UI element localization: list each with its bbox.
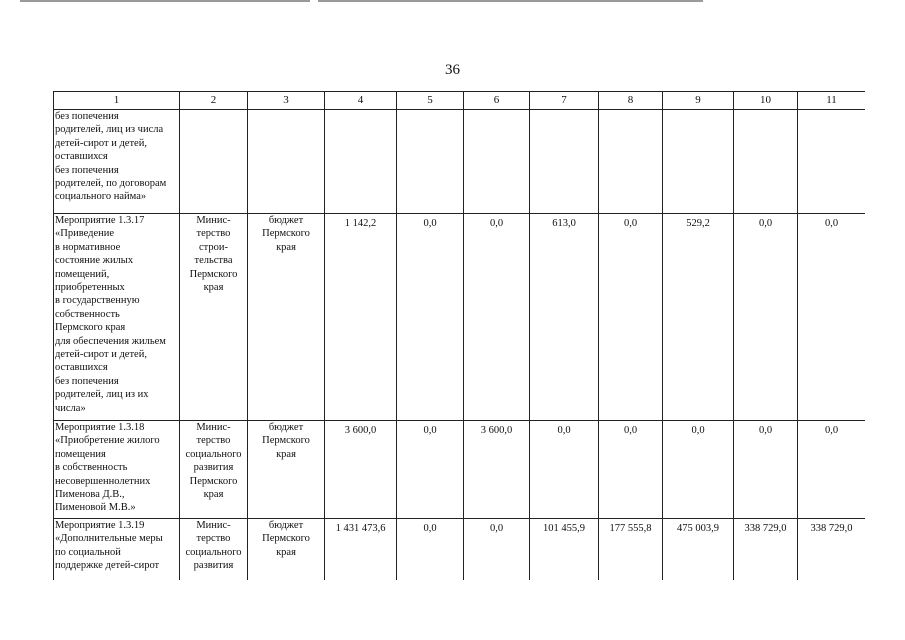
amount-cell [325,110,397,214]
cell-text-line: «Приведение [55,228,115,240]
cell-text-line: Мероприятие 1.3.19 [55,520,145,531]
cell-text-line: края [203,489,224,501]
executor-cell [180,519,248,581]
cell-text-line: несовершеннолетних [55,475,151,487]
cell-text-line: строи- [199,241,228,253]
cell-text-line: бюджет [268,520,304,531]
cell-text-line: края [276,448,296,460]
amount-cell: 338 729,0 [798,519,866,581]
cell-text-line: Пермского [262,435,310,447]
funding-source-cell [248,214,325,421]
cell-text-line: Пермского [262,533,310,545]
cell-text-line: края [203,282,224,294]
amount-cell [397,110,464,214]
cell-text-line: Пермского [189,268,238,280]
activity-name-cell [54,110,180,214]
cell-text-line: по социальной [55,546,121,558]
amount-cell: 613,0 [530,214,599,421]
amount-cell: 0,0 [798,421,866,519]
cell-text-line: тельства [194,255,233,267]
table-row [54,421,866,519]
scan-edge-line [318,0,703,2]
executor-cell [180,214,248,421]
amount-cell: 0,0 [397,214,464,421]
amount-cell: 0,0 [798,214,866,421]
cell-text-line: числа» [55,402,86,414]
cell-text-line: в государственную [55,295,140,307]
cell-text-line: Пермского [262,228,310,240]
column-number-header: 11 [798,92,866,110]
cell-text-line: детей-сирот и детей, [55,137,147,149]
amount-cell: 0,0 [397,519,464,581]
cell-text-line: терство [196,435,231,447]
amount-cell: 0,0 [734,421,798,519]
cell-text-line: Пермского [189,475,238,487]
column-number-header: 6 [464,92,530,110]
scan-edge-line [20,0,310,2]
cell-text-line: поддержке детей-сирот [55,560,160,572]
amount-cell [798,110,866,214]
amount-cell: 3 600,0 [325,421,397,519]
column-number-header: 3 [248,92,325,110]
cell-text-line: собственность [55,308,120,320]
column-number-header: 7 [530,92,599,110]
funding-source-cell [248,110,325,214]
amount-cell: 0,0 [599,421,663,519]
cell-text-line: социального [185,546,242,558]
activity-name-cell [54,421,180,519]
cell-text-line: социального найма» [55,191,147,203]
funding-source-cell [248,519,325,581]
table-row [54,519,866,581]
amount-cell: 0,0 [530,421,599,519]
amount-cell [734,110,798,214]
cell-text-line: оставшихся [55,151,108,163]
cell-text-line: состояние жилых [55,255,134,267]
column-number-header: 1 [54,92,180,110]
cell-text-line: края [276,546,296,558]
activity-name-cell [54,519,180,581]
column-number-header: 4 [325,92,397,110]
cell-text-line: социального [185,448,242,460]
cell-text-line: оставшихся [55,362,108,374]
cell-text-line: Минис- [196,520,231,531]
cell-text-line: помещения [55,448,106,460]
cell-text-line: родителей, лиц из числа [55,124,164,136]
cell-text-line: края [276,241,296,253]
cell-text-line: Минис- [196,422,231,433]
amount-cell: 177 555,8 [599,519,663,581]
cell-text-line: Пермского края [55,322,126,334]
cell-text-line: развития [193,560,234,572]
cell-text-line: Минис- [196,215,231,226]
amount-cell: 0,0 [464,214,530,421]
budget-table-container [53,91,865,580]
amount-cell: 0,0 [599,214,663,421]
cell-text-line: в нормативное [55,241,121,253]
cell-text-line: Пименова Д.В., [55,489,125,501]
column-number-header: 5 [397,92,464,110]
cell-text-line: «Приобретение жилого [55,435,160,447]
amount-cell: 101 455,9 [530,519,599,581]
table-header-row [54,92,866,110]
amount-cell: 0,0 [663,421,734,519]
cell-text-line: терство [196,533,231,545]
table-row [54,214,866,421]
cell-text-line: помещений, [55,268,110,280]
cell-text-line: бюджет [268,215,304,226]
cell-text-line: родителей, лиц из их [55,389,149,401]
amount-cell [464,110,530,214]
table-row [54,110,866,214]
amount-cell: 1 431 473,6 [325,519,397,581]
amount-cell: 0,0 [464,519,530,581]
cell-text-line: без попечения [55,164,119,176]
cell-text-line: детей-сирот и детей, [55,349,147,361]
cell-text-line: Мероприятие 1.3.17 [55,215,145,226]
column-number-header: 2 [180,92,248,110]
cell-text-line: Пименовой М.В.» [55,502,136,514]
cell-text-line: для обеспечения жильем [55,335,166,347]
amount-cell: 529,2 [663,214,734,421]
cell-text-line: «Дополнительные меры [55,533,163,545]
amount-cell [530,110,599,214]
cell-text-line: терство [196,228,231,240]
amount-cell [599,110,663,214]
cell-text-line: развития [193,462,234,474]
cell-text-line: в собственность [55,462,128,474]
cell-text-line: без попечения [55,375,119,387]
amount-cell: 338 729,0 [734,519,798,581]
amount-cell: 1 142,2 [325,214,397,421]
cell-text-line: Мероприятие 1.3.18 [55,422,145,433]
column-number-header: 8 [599,92,663,110]
cell-text-line: приобретенных [55,282,125,294]
page-number: 36 [445,62,460,78]
amount-cell: 3 600,0 [464,421,530,519]
amount-cell [663,110,734,214]
column-number-header: 10 [734,92,798,110]
activity-name-cell [54,214,180,421]
executor-cell [180,110,248,214]
budget-table [53,91,865,580]
column-number-header: 9 [663,92,734,110]
cell-text-line: родителей, по договорам [55,178,167,190]
amount-cell: 0,0 [397,421,464,519]
amount-cell: 475 003,9 [663,519,734,581]
executor-cell [180,421,248,519]
cell-text-line: без попечения [55,111,119,122]
funding-source-cell [248,421,325,519]
amount-cell: 0,0 [734,214,798,421]
cell-text-line: бюджет [268,422,304,433]
